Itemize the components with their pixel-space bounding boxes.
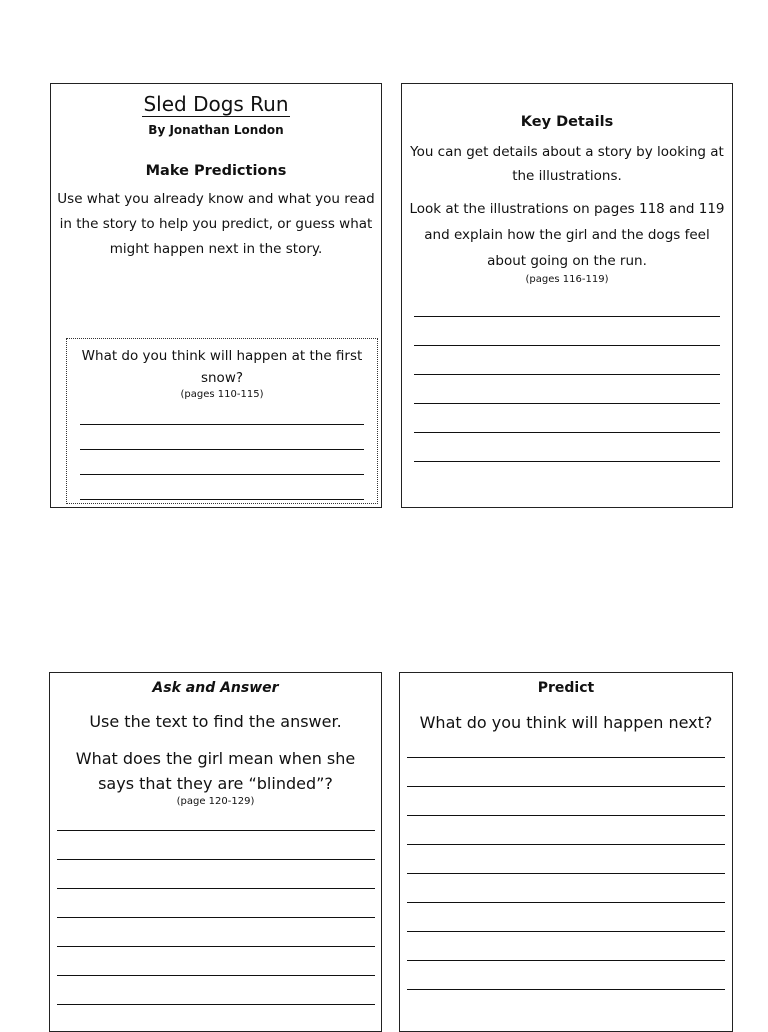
- story-title: Sled Dogs Run: [143, 92, 289, 116]
- answer-line[interactable]: [57, 918, 375, 947]
- answer-line[interactable]: [80, 475, 364, 500]
- answer-line[interactable]: [407, 845, 725, 874]
- card-key-details: [401, 83, 733, 508]
- answer-line[interactable]: [414, 317, 720, 346]
- answer-line[interactable]: [57, 889, 375, 918]
- key-details-pages: (pages 116-119): [525, 274, 609, 285]
- ask-pages: (page 120-129): [176, 796, 255, 807]
- answer-lines: [50, 808, 381, 1005]
- story-author: By Jonathan London: [148, 123, 284, 137]
- answer-line[interactable]: [407, 961, 725, 990]
- section-heading-make-predictions: Make Predictions: [145, 163, 287, 179]
- answer-line[interactable]: [407, 816, 725, 845]
- ask-instruction: Use the text to find the answer.: [89, 712, 342, 731]
- first-snow-question-box: [66, 338, 378, 504]
- card-ask-and-answer: [49, 672, 382, 1032]
- card-make-predictions: [50, 83, 382, 508]
- answer-line[interactable]: [414, 292, 720, 317]
- answer-line[interactable]: [57, 808, 375, 831]
- answer-lines: [400, 735, 732, 990]
- answer-line[interactable]: [414, 346, 720, 375]
- answer-line[interactable]: [80, 407, 364, 425]
- answer-line[interactable]: [414, 433, 720, 462]
- answer-line[interactable]: [407, 903, 725, 932]
- first-snow-question: What do you think will happen at the first snow?: [81, 348, 363, 386]
- answer-line[interactable]: [80, 425, 364, 450]
- answer-lines: [67, 407, 377, 500]
- section-heading-ask-and-answer: Ask and Answer: [152, 680, 279, 696]
- answer-line[interactable]: [57, 976, 375, 1005]
- key-details-question: Look at the illustrations on pages 118 and 119 and explain how the girl and the dogs feel about going on the run.: [409, 201, 725, 269]
- predict-question: What do you think will happen next?: [419, 713, 713, 732]
- answer-line[interactable]: [407, 932, 725, 961]
- answer-line[interactable]: [414, 375, 720, 404]
- answer-line[interactable]: [407, 758, 725, 787]
- answer-line[interactable]: [407, 735, 725, 758]
- answer-line[interactable]: [407, 787, 725, 816]
- ask-question: What does the girl mean when she says that they are “blinded”?: [75, 749, 356, 793]
- predictions-instructions: Use what you already know and what you read in the story to help you predict, or guess what might happen next in the story.: [57, 191, 375, 257]
- first-snow-pages: (pages 110-115): [180, 389, 264, 400]
- answer-lines: [402, 292, 732, 462]
- answer-line[interactable]: [57, 831, 375, 860]
- answer-line[interactable]: [414, 404, 720, 433]
- key-details-intro: You can get details about a story by looking at the illustrations.: [410, 144, 724, 184]
- answer-line[interactable]: [407, 874, 725, 903]
- card-predict: [399, 672, 733, 1032]
- answer-line[interactable]: [57, 860, 375, 889]
- section-heading-key-details: Key Details: [520, 114, 614, 130]
- answer-line[interactable]: [80, 450, 364, 475]
- answer-line[interactable]: [57, 947, 375, 976]
- section-heading-predict: Predict: [537, 680, 595, 696]
